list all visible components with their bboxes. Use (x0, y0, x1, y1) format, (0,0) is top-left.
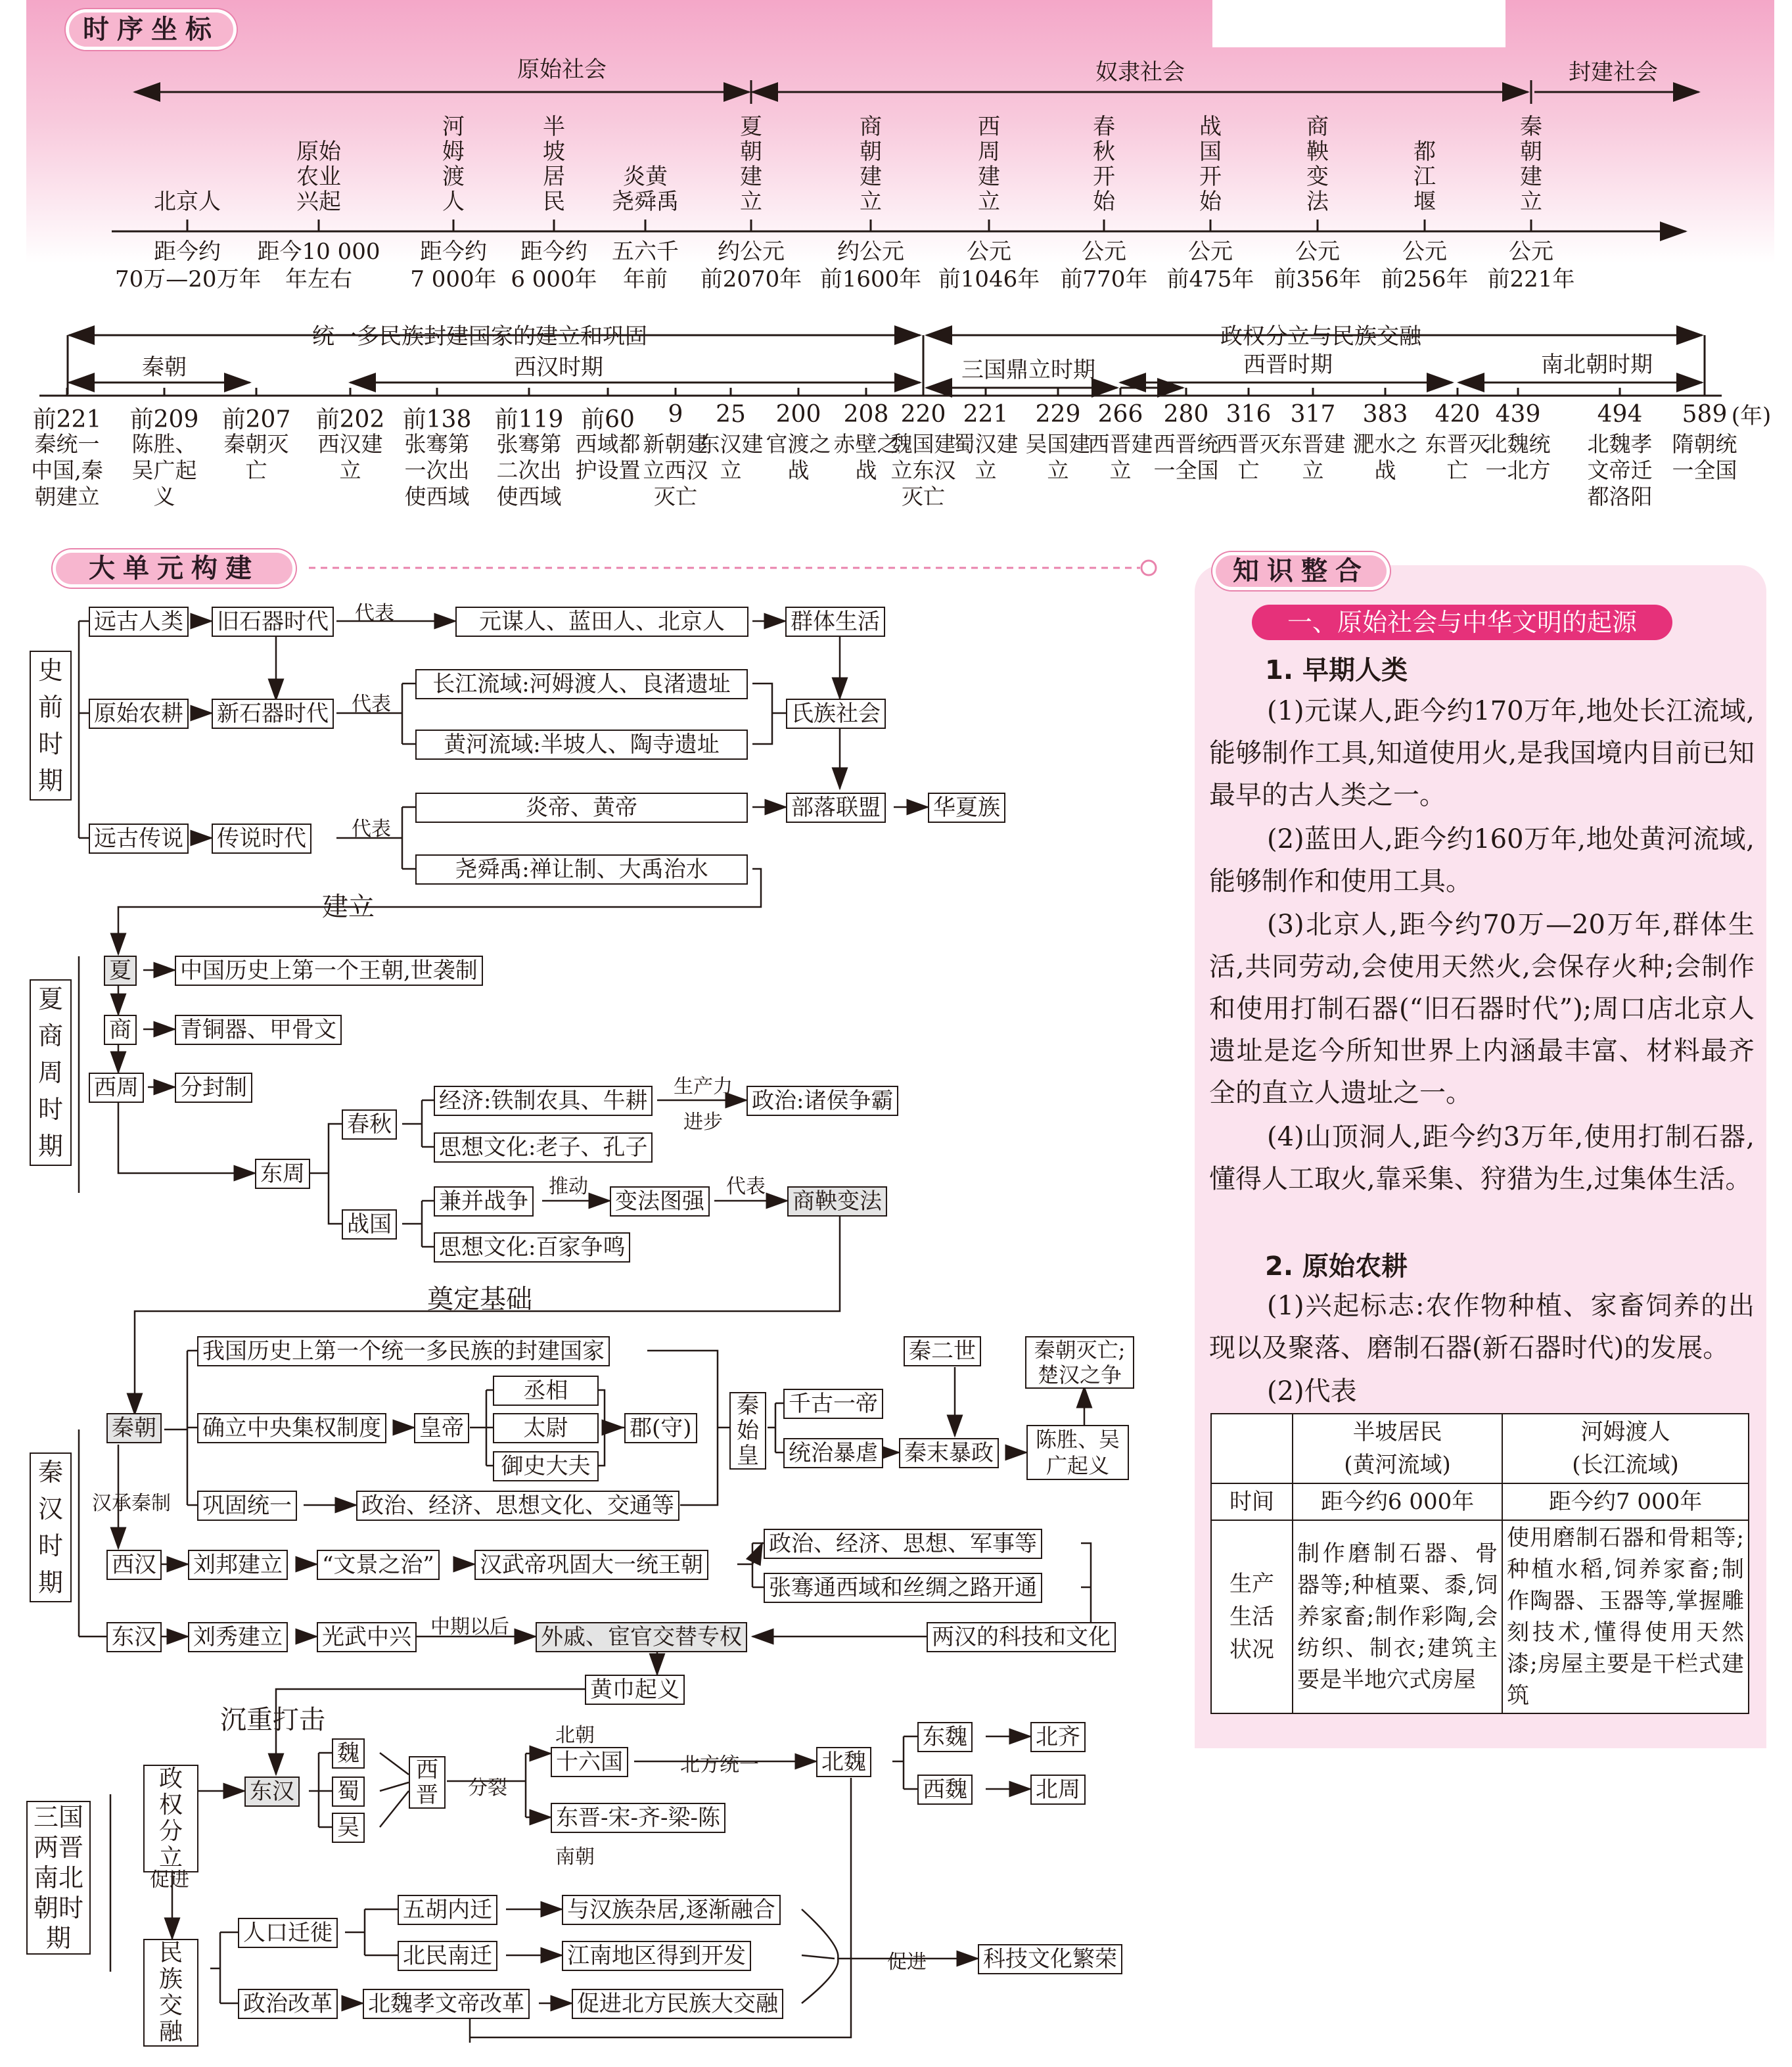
para-representatives: (2)代表 (1267, 1376, 1357, 1406)
timeline2-event: 秦统一中国,秦朝建立 (31, 431, 103, 509)
era-feudal: 封建社会 (1569, 59, 1658, 85)
era-slave: 奴隶社会 (1095, 59, 1185, 85)
box-censor: 御史大夫 (493, 1451, 599, 1481)
box-regime-division: 政权分立 (143, 1765, 198, 1872)
label-heavy-blow: 沉重打击 (220, 1705, 325, 1735)
timeline2-event: 蜀汉建立 (953, 431, 1019, 483)
timeline2-year: 9 (668, 401, 683, 428)
box-sixteen-kingdoms: 十六国 (551, 1747, 628, 1777)
box-wei: 魏 (332, 1738, 365, 1769)
timeline1-event-label: 夏朝建立 (740, 114, 762, 215)
timeline1-date-line1: 距今约 (520, 239, 587, 265)
para-peking: (3)北京人,距今约70万—20万年,群体生活,共同劳动,会使用天然火,会保存火种;会制作和使用打制石器(“旧石器时代”);周口店北京人遗址是迄今所知世界上内涵最丰富、材料最齐全的直立人遗址之一。 (1209, 910, 1755, 1108)
timeline2-year: 221 (963, 401, 1009, 428)
box-liu-bang: 刘邦建立 (188, 1550, 288, 1580)
timeline1-event-label: 商鞅变法 (1306, 114, 1329, 215)
timeline1-date-line1: 距今10 000 (257, 239, 380, 265)
box-yellow-turban: 黄巾起义 (585, 1675, 685, 1705)
timeline2-year: 前209 (129, 406, 199, 433)
timeline1-date-line2: 前475年 (1166, 266, 1254, 292)
box-northern-zhou: 北周 (1030, 1775, 1086, 1805)
timeline2-year: 439 (1495, 401, 1541, 428)
box-politics-military: 政治、经济、思想、军事等 (764, 1529, 1042, 1559)
timeline1-date-line1: 约公元 (718, 239, 785, 265)
timeline1-date-line1: 公元 (1082, 239, 1126, 265)
table-cell-hemudu-time: 距今约7 000年 (1502, 1483, 1749, 1520)
period-qin: 秦朝 (142, 354, 187, 381)
timeline1-date-line1: 公元 (1188, 239, 1233, 265)
timeline1-date-line2: 前256年 (1381, 266, 1469, 292)
timeline2-year: 200 (775, 401, 821, 428)
para-farming-origin: (1)兴起标志:农作物种植、家畜饲养的出现以及聚落、磨制石器(新石器时代)的发展。 (1209, 1291, 1755, 1363)
box-southern-dynasties: 东晋-宋-齐-梁-陈 (551, 1803, 725, 1833)
box-qin-fall: 秦朝灭亡;楚汉之争 (1025, 1336, 1134, 1389)
year-unit: (年) (1731, 403, 1772, 429)
timeline1-event-label: 北京人 (154, 189, 221, 215)
table-col-banpo: 半坡居民 (黄河流域) (1293, 1414, 1502, 1483)
timeline1-date-line2: 前2070年 (700, 266, 802, 292)
timeline2-year: 589 (1682, 401, 1728, 428)
box-qin-ershi: 秦二世 (904, 1336, 981, 1366)
timeline1-event-label: 战国开始 (1199, 114, 1222, 215)
label-represent-3: 代表 (352, 818, 391, 841)
label-split: 分裂 (468, 1777, 507, 1800)
box-western-wei: 西魏 (917, 1775, 973, 1805)
timeline1-event-label: 西周建立 (978, 114, 1000, 215)
label-foundation: 奠定基础 (427, 1284, 532, 1314)
timeline1-event-label: 河姆渡人 (442, 114, 465, 215)
box-tribal-alliance: 部落联盟 (786, 793, 886, 823)
box-commandery: 郡(守) (624, 1413, 697, 1443)
box-northern-fusion: 促进北方民族大交融 (572, 1989, 783, 2019)
table-cell-banpo-life: 制作磨制石器、骨器等;种植粟、黍,饲养家畜;制作彩陶,会纺织、制衣;建筑主要是半地穴式房屋 (1293, 1520, 1502, 1713)
timeline1-date-line1: 距今约 (420, 239, 487, 265)
timeline2-year: 266 (1097, 401, 1143, 428)
box-centralization: 确立中央集权制度 (197, 1413, 386, 1443)
box-paleolithic: 旧石器时代 (212, 607, 334, 637)
box-chancellor: 丞相 (493, 1376, 599, 1406)
timeline2-year: 383 (1362, 401, 1408, 428)
timeline-badge: 时序坐标 (66, 9, 237, 50)
timeline2-year: 25 (716, 401, 746, 428)
box-chen-wu-uprising: 陈胜、吴广起义 (1026, 1425, 1129, 1480)
box-warring-states: 战国 (342, 1209, 397, 1240)
timeline2-year: 前221 (32, 406, 102, 433)
label-establish: 建立 (322, 892, 375, 922)
timeline2-year: 前207 (221, 406, 291, 433)
timeline1-date-line2: 前356年 (1274, 266, 1362, 292)
box-jiangnan: 江南地区得到开发 (562, 1941, 751, 1971)
box-xiaowen-reform: 北魏孝文帝改革 (363, 1989, 530, 2019)
box-politics-economy: 政治、经济、思想文化、交通等 (356, 1491, 679, 1521)
box-western-zhou: 西周 (89, 1073, 144, 1103)
table-row-life: 生产 生活 状况 (1211, 1520, 1293, 1713)
timeline2-year: 前60 (581, 406, 635, 433)
stage-label-3: 三国两晋南北朝时期 (26, 1801, 91, 1955)
timeline2-event: 西汉建立 (317, 431, 383, 483)
box-late-qin-tyranny: 秦末暴政 (899, 1438, 999, 1468)
timeline1-date-line1: 公元 (1509, 239, 1553, 265)
timeline2-event: 西晋建立 (1088, 431, 1153, 483)
timeline2-event: 东晋建立 (1280, 431, 1346, 483)
box-eastern-han: 东汉 (106, 1622, 162, 1652)
box-annexation: 兼并战争 (434, 1186, 534, 1217)
box-han-wudi: 汉武帝巩固大一统王朝 (474, 1550, 708, 1580)
timeline2-year: 280 (1163, 401, 1209, 428)
period-western-han: 西汉时期 (514, 354, 603, 381)
timeline2-event: 东晋灭亡 (1425, 431, 1490, 483)
box-guangwu: 光武中兴 (317, 1622, 417, 1652)
box-clan-society: 氏族社会 (786, 699, 886, 729)
period-western-jin: 西晋时期 (1243, 352, 1333, 378)
label-productivity: 生产力 (674, 1075, 733, 1098)
box-shang-yang: 商鞅变法 (787, 1186, 887, 1217)
era-primitive: 原始社会 (517, 57, 607, 83)
para-lantian: (2)蓝田人,距今约160万年,地处黄河流域,能够制作和使用工具。 (1209, 824, 1755, 896)
timeline1-date-line2: 6 000年 (511, 266, 597, 292)
box-fenfeng: 分封制 (175, 1073, 252, 1103)
box-western-jin: 西晋 (409, 1756, 446, 1809)
box-hegemony: 政治:诸侯争霸 (747, 1086, 898, 1116)
box-bronze-oracle: 青铜器、甲骨文 (175, 1015, 342, 1045)
timeline2-year: 前138 (402, 406, 472, 433)
box-northern-qi: 北齐 (1030, 1722, 1086, 1752)
timeline2-event: 张骞第二次出使西域 (496, 431, 562, 509)
timeline2-event: 新朝建立西汉灭亡 (643, 431, 708, 509)
period-division: 政权分立与民族交融 (1220, 323, 1421, 350)
box-legends: 远古传说 (89, 824, 189, 854)
timeline2-event: 赤壁之战 (833, 431, 899, 483)
timeline2-event: 淝水之战 (1352, 431, 1418, 483)
box-yellow-river-sites: 黄河流域:半坡人、陶寺遗址 (415, 730, 748, 760)
label-drive: 推动 (549, 1175, 588, 1198)
box-qin-shihuang: 秦始皇 (729, 1392, 766, 1470)
timeline2-event: 张骞第一次出使西域 (404, 431, 470, 509)
box-wen-jing: “文景之治” (317, 1550, 440, 1580)
stage-label-2: 秦汉时期 (30, 1452, 72, 1602)
timeline1-date-line2: 7 000年 (410, 266, 497, 292)
timeline2-event: 隋朝统一全国 (1672, 431, 1737, 483)
box-hundred-schools: 思想文化:百家争鸣 (434, 1232, 630, 1263)
box-iron-tools: 经济:铁制农具、牛耕 (434, 1086, 653, 1116)
box-ethnic-fusion: 民族交融 (143, 1939, 198, 2047)
box-eastern-wei: 东魏 (917, 1722, 973, 1752)
table-cell-hemudu-life: 使用磨制石器和骨耜等;种植水稻,饲养家畜;制作陶器、玉器等,掌握雕刻技术,懂得使用天然漆;房屋主要是干栏式建筑 (1502, 1520, 1749, 1713)
timeline1-date-line2: 70万—20万年 (115, 266, 262, 292)
box-tyranny: 统治暴虐 (783, 1438, 883, 1468)
box-neolithic: 新石器时代 (212, 699, 334, 729)
box-taiwei: 太尉 (493, 1413, 599, 1443)
box-laozi-kongzi: 思想文化:老子、孔子 (434, 1132, 653, 1163)
box-yangtze-sites: 长江流域:河姆渡人、良渚遗址 (415, 669, 748, 699)
box-great-emperor: 千古一帝 (783, 1389, 883, 1419)
timeline1-date-line1: 公元 (967, 239, 1011, 265)
box-migration: 人口迁徙 (238, 1918, 338, 1948)
period-southern-northern: 南北朝时期 (1541, 352, 1653, 378)
timeline1-date-line2: 前770年 (1060, 266, 1148, 292)
timeline2-year: 前202 (315, 406, 385, 433)
label-represent-4: 代表 (726, 1175, 766, 1198)
timeline1-date-line1: 五六千 (612, 239, 679, 265)
box-ancient-humans: 远古人类 (89, 607, 189, 637)
timeline1-date-line2: 前1600年 (819, 266, 922, 292)
box-eastern-zhou: 东周 (255, 1159, 310, 1189)
timeline1-event-label: 都江堰 (1413, 139, 1436, 215)
heading-early-humans: 1. 早期人类 (1265, 655, 1408, 685)
box-western-han: 西汉 (106, 1550, 162, 1580)
table-corner (1211, 1414, 1293, 1483)
label-represent-1: 代表 (355, 602, 394, 625)
box-political-reform: 政治改革 (238, 1989, 338, 2019)
box-spring-autumn: 春秋 (342, 1109, 397, 1140)
box-legend-era: 传说时代 (212, 824, 311, 854)
timeline2-event: 西域都护设置 (575, 431, 641, 483)
timeline1-event-label: 商朝建立 (860, 114, 882, 215)
label-progress: 进步 (683, 1111, 723, 1134)
para-yuanmou: (1)元谋人,距今约170万年,地处长江流域,能够制作工具,知道使用火,是我国境内目前已知最早的古人类之一。 (1209, 696, 1755, 810)
timeline2-event: 西晋灭亡 (1216, 431, 1281, 483)
timeline2-event: 西晋统一全国 (1153, 431, 1219, 483)
timeline2-year: 前119 (494, 406, 564, 433)
unit-badge: 大单元构建 (53, 549, 296, 588)
box-reform: 变法图强 (610, 1186, 710, 1217)
section-heading: 一、原始社会与中华文明的起源 (1252, 605, 1672, 640)
box-liu-xiu: 刘秀建立 (188, 1622, 288, 1652)
timeline2-year: 229 (1035, 401, 1081, 428)
box-north-south: 北民南迁 (398, 1941, 497, 1971)
timeline2-event: 陈胜、吴广起义 (131, 431, 197, 509)
timeline2-event: 东汉建立 (698, 431, 764, 483)
period-three-kingdoms: 三国鼎立时期 (961, 357, 1095, 383)
timeline1-date-line2: 年左右 (285, 266, 352, 292)
stage-label-0: 史前时期 (30, 651, 72, 801)
label-north-unify: 北方统一 (680, 1753, 759, 1777)
box-han-science: 两汉的科技和文化 (927, 1622, 1116, 1652)
timeline2-year: 220 (900, 401, 946, 428)
timeline2-year: 494 (1597, 401, 1643, 428)
timeline2-year: 316 (1226, 401, 1272, 428)
table-cell-banpo-time: 距今约6 000年 (1293, 1483, 1502, 1520)
timeline2-event: 北魏孝文帝迁都洛阳 (1587, 431, 1653, 509)
box-shang: 商 (104, 1015, 137, 1045)
box-yuanmou-lantian-peking: 元谋人、蓝田人、北京人 (455, 607, 748, 637)
comparison-table (1210, 1413, 1749, 1714)
timeline2-event: 北魏统一北方 (1485, 431, 1551, 483)
timeline1-date-line2: 前221年 (1487, 266, 1575, 292)
label-promote-1: 促进 (150, 1869, 189, 1892)
label-represent-2: 代表 (352, 693, 391, 716)
box-primitive-farming: 原始农耕 (89, 699, 189, 729)
box-qin-dynasty: 秦朝 (106, 1413, 162, 1443)
timeline2-event: 秦朝灭亡 (223, 431, 289, 483)
box-shu: 蜀 (332, 1777, 365, 1807)
timeline1-event-label: 春秋开始 (1093, 114, 1115, 215)
label-mid-period: 中期以后 (430, 1615, 509, 1638)
timeline1-date-line2: 年前 (623, 266, 668, 292)
box-northern-wei: 北魏 (816, 1747, 871, 1777)
timeline2-year: 317 (1290, 401, 1336, 428)
box-yao-shun-yu: 尧舜禹:禅让制、大禹治水 (415, 854, 748, 885)
box-group-life: 群体生活 (785, 607, 885, 637)
knowledge-badge: 知识整合 (1212, 552, 1390, 590)
box-xia: 夏 (104, 956, 137, 986)
label-promote-2: 促进 (887, 1951, 927, 1974)
timeline1-event-label: 原始 农业 兴起 (296, 139, 341, 215)
timeline1-event-label: 半坡居民 (543, 114, 565, 215)
label-han-inherit: 汉承秦制 (92, 1492, 171, 1515)
timeline2-year: 208 (843, 401, 889, 428)
timeline2-event: 吴国建立 (1025, 431, 1091, 483)
para-upper-cave: (4)山顶洞人,距今约3万年,使用打制石器,懂得人工取火,靠采集、狩猎为生,过集体生活。 (1209, 1122, 1755, 1194)
box-yan-huang: 炎帝、黄帝 (415, 793, 748, 823)
table-row-time: 时间 (1211, 1483, 1293, 1520)
timeline2-year: 420 (1435, 401, 1481, 428)
heading-farming: 2. 原始农耕 (1265, 1251, 1408, 1282)
label-southern: 南朝 (555, 1846, 595, 1869)
box-eunuchs: 外戚、宦官交替专权 (536, 1622, 747, 1652)
box-emperor: 皇帝 (414, 1413, 469, 1443)
box-first-unified-state: 我国历史上第一个统一多民族的封建国家 (197, 1336, 610, 1366)
box-culture-flourish: 科技文化繁荣 (978, 1944, 1122, 1974)
timeline1-date-line2: 前1046年 (938, 266, 1040, 292)
timeline1-event-label: 炎黄 尧舜禹 (612, 164, 679, 215)
box-consolidate: 巩固统一 (197, 1491, 297, 1521)
table-col-hemudu: 河姆渡人 (长江流域) (1502, 1414, 1749, 1483)
period-unification: 统一多民族封建国家的建立和巩固 (312, 323, 647, 350)
label-northern: 北朝 (555, 1724, 595, 1747)
timeline1-date-line1: 距今约 (154, 239, 221, 265)
timeline1-date-line1: 约公元 (837, 239, 904, 265)
box-silk-road: 张骞通西域和丝绸之路开通 (764, 1573, 1042, 1603)
stage-label-1: 夏商周时期 (30, 979, 72, 1166)
box-mix-settle: 与汉族杂居,逐渐融合 (562, 1895, 781, 1925)
timeline1-event-label: 秦朝建立 (1520, 114, 1542, 215)
box-eastern-han-2: 东汉 (244, 1777, 300, 1807)
timeline1-date-line1: 公元 (1295, 239, 1340, 265)
timeline2-event: 魏国建立东汉灭亡 (890, 431, 956, 509)
box-xia-hereditary: 中国历史上第一个王朝,世袭制 (175, 956, 483, 986)
box-huaxia: 华夏族 (928, 793, 1005, 823)
timeline2-event: 官渡之战 (766, 431, 831, 483)
box-wuhu: 五胡内迁 (398, 1895, 497, 1925)
timeline1-date-line1: 公元 (1402, 239, 1447, 265)
box-wu: 吴 (332, 1813, 365, 1843)
